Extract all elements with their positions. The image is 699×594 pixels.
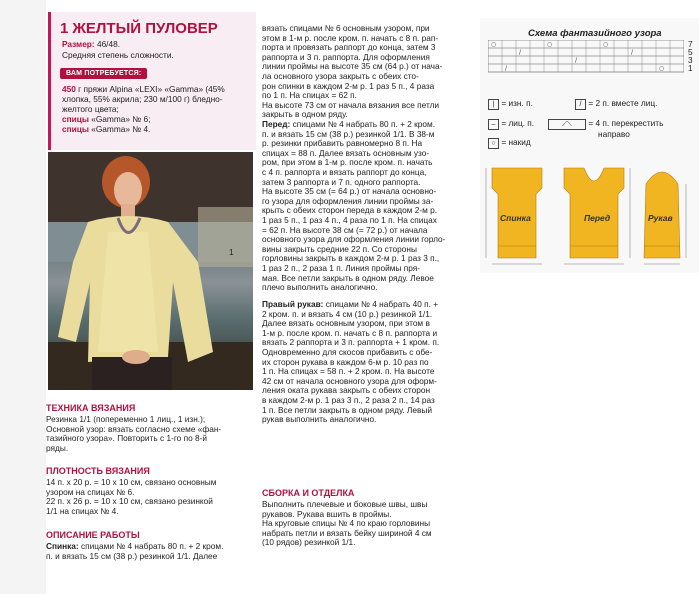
row-number-7: 7 (688, 39, 693, 49)
front-label-diagram: Перед (584, 213, 611, 223)
back-label: Спинка: (46, 541, 79, 551)
sleeve-text: спицами № 4 набрать 40 п. + 2 кром. п. и вязать 4 см (10 р.) резинкой 1/1. Далее вязать основным узором, при этом в 1-м р. после кром. п. начать с 8 п. раппорта и вязать 2 раппорта и 3 п. раппорта + 1 кром. п. Одновременно для скосов прибавить с обе- их сторон рукава в каждом 6-м р. 10 раз по 1 п. На спицах = 58 п. + 2 кром. п. На высоте 42 см от начала основного узора для оформ- ления оката рукава закрыть с обеих сторон в каждом 2-м р. 1 раз 3 п., 2 раза 2 п., 14 раз 1 п. Все петли закрыть в одном ряду. Левый рукав выполнить аналогично. (262, 299, 440, 425)
back-text: спицами № 4 набрать 80 п. + 2 кром. п. и вязать 15 см (38 р.) резинкой 1/1. Далее (46, 541, 224, 561)
k2tog-icon: / (575, 99, 586, 110)
yarn-text-1: г пряжи Alpina «LEXI» «Gamma» (45% (78, 84, 225, 94)
legend-knit-text: = лиц. п. (501, 118, 535, 128)
needles2-label: спицы (62, 124, 89, 134)
density-text: 14 п. х 20 р. = 10 х 10 см, связано основным узором на спицах № 6. 22 п. х 26 р. = 10 х 10 см, связано резинкой 1/1 на спицах № 4. (46, 477, 217, 516)
model-illustration (48, 152, 253, 390)
technique-text: Резинка 1/1 (попеременно 1 лиц., 1 изн.); Основной узор: вязать согласно схеме «фан- тазийного узора». Повторить с 1-го по 8-й ряды. (46, 414, 222, 453)
legend-cross-text-1: = 4 п. перекрестить (588, 118, 664, 128)
legend-knit (488, 118, 534, 130)
sleeve-label: Правый рукав: (262, 299, 324, 309)
svg-text:○: ○ (659, 65, 665, 72)
row-number-3: 3 (688, 55, 693, 65)
legend-cross-text-2: направо (598, 129, 630, 139)
stitch-chart (488, 40, 684, 74)
row-number-5: 5 (688, 47, 693, 57)
purl-icon: | (488, 99, 499, 110)
front-text: спицами № 4 набрать 80 п. + 2 кром. п. и вязать 15 см (38 р.) резинкой 1/1. В 38-м р. резинки прибавить равномерно 8 п. На спицах = 88 п. Далее вязать основным узо- ром, при этом в 1-м р. после кром. п. начать с 4 п. раппорта и вязать раппорт до конца, затем 3 раппорта и 7 п. одного раппорта. На высоте 35 см (= 64 р.) от начала основно- го узора для оформления линии проймы за- крыть с обеих сторон переда в каждом 2-м р. 1 раз 5 п., 1 раз 4 п., 4 раза по 1 п. На спицах = 62 п. На высоте 38 см (= 72 р.) от начала основного узора для оформления линии горло- вины закрыть средние 22 п. Со стороны горловины закрыть в каждом 2-м р. 1 раз 3 п., 1 раз 2 п., 2 раза 1 п. Линия проймы пря- мая. Все петли закрыть в одном ряду. Левое плечо выполнить аналогично. (262, 119, 446, 293)
sleeve-section (262, 300, 472, 425)
knit-icon: – (488, 119, 499, 130)
front-label: Перед: (262, 119, 291, 129)
size-line (62, 39, 120, 49)
svg-text:/: / (631, 49, 634, 56)
legend-yarnover (488, 137, 531, 149)
yarn-over-icon: ○ (488, 138, 499, 149)
size-value: 46/48. (96, 39, 121, 49)
svg-text:/: / (519, 49, 522, 56)
legend-k2tog (575, 98, 657, 110)
technique-heading: ТЕХНИКА ВЯЗАНИЯ (46, 403, 136, 413)
svg-text:○: ○ (603, 41, 609, 48)
legend-k2tog-text: = 2 п. вместе лиц. (588, 98, 658, 108)
back-label-diagram: Спинка (500, 213, 531, 223)
photo-number: 1 (229, 247, 234, 257)
assembly-text: Выполнить плечевые и боковые швы, швы рукавов. Рукава вшить в проймы. На круговые спицы № 4 по краю горловины набрать петли и вязать бейку шириной 4 см (10 рядов) резинкой 1/1. (262, 499, 432, 548)
back-description (46, 542, 251, 561)
cross-icon: ⟋⟍ (548, 119, 586, 130)
difficulty: Средняя степень сложности. (62, 50, 174, 60)
legend-purl (488, 98, 533, 110)
pattern-title-text: ЖЕЛТЫЙ ПУЛОВЕР (72, 20, 218, 37)
needles2-value: «Gamma» № 4. (91, 124, 151, 134)
svg-text:○: ○ (547, 41, 553, 48)
yarn-text-3: желтого цвета; (62, 104, 119, 114)
svg-text:/: / (505, 65, 508, 72)
size-label: Размер: (62, 39, 95, 49)
sweater-photo (48, 152, 253, 390)
yarn-text-2: хлопка, 55% акрила; 230 м/100 г) бледно- (62, 94, 223, 104)
front-section (262, 120, 472, 293)
schema-title: Схема фантазийного узора (528, 28, 662, 39)
description-heading: ОПИСАНИЕ РАБОТЫ (46, 530, 140, 540)
legend-purl-text: = изн. п. (501, 98, 533, 108)
row-numbers (688, 40, 693, 72)
pattern-title (60, 20, 218, 37)
needs-badge: ВАМ ПОТРЕБУЕТСЯ: (60, 68, 147, 79)
needles1-label: спицы (62, 114, 89, 124)
svg-text:/: / (575, 57, 578, 64)
sleeve-label-diagram: Рукав (648, 213, 673, 223)
legend-yarnover-text: = накид (501, 137, 531, 147)
row-number-1: 1 (688, 63, 693, 73)
yarn-amount: 450 (62, 84, 76, 94)
page-margin (0, 0, 46, 594)
needles1-value: «Gamma» № 6; (91, 114, 151, 124)
materials (62, 84, 248, 134)
pattern-number: 1 (60, 20, 69, 37)
middle-text-1: вязать спицами № 6 основным узором, при этом в 1-м р. после кром. п. начать с 8 п. рап- порта и провязать раппорт до конца, затем 3 раппорта и 3 п. раппорта. Для оформления линии проймы на высоте 35 см (64 р.) от нача- ла основного узора закрыть с обеих сто- рон спинки в каждом 2-м р. 1 раз 5 п., 4 раза по 1 п. На спицах = 62 п. На высоте 73 см от начала вязания все петли закрыть в одном ряду. (262, 23, 443, 120)
density-heading: ПЛОТНОСТЬ ВЯЗАНИЯ (46, 466, 150, 476)
svg-text:○: ○ (491, 41, 497, 48)
assembly-heading: СБОРКА И ОТДЕЛКА (262, 488, 355, 498)
